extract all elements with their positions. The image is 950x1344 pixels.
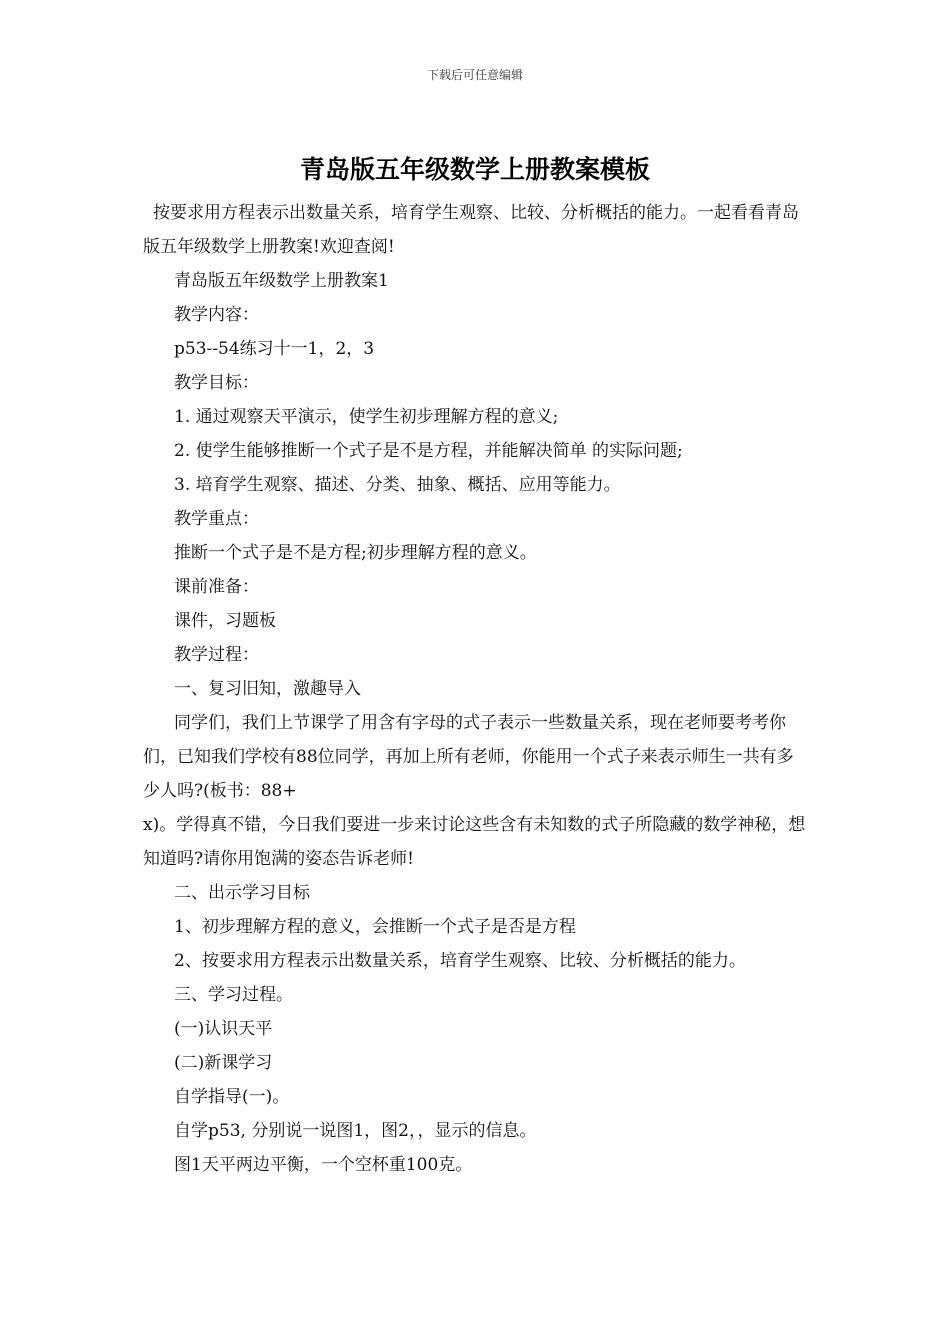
subsection-heading: (二)新课学习 [174, 1053, 273, 1073]
page-title: 青岛版五年级数学上册教案模板 [299, 155, 650, 184]
paragraph: x)。学得真不错，今日我们要进一步来讨论这些含有未知数的式子所隐藏的数学神秘，想知道吗?请你用饱满的姿态告诉老师! [143, 815, 806, 869]
section-label: 教学内容： [174, 305, 259, 325]
paragraph: 图1天平两边平衡，一个空杯重100克。 [174, 1155, 473, 1175]
paragraph: 推断一个式子是不是方程;初步理解方程的意义。 [174, 543, 537, 563]
list-item: 2、按要求用方程表示出数量关系，培育学生观察、比较、分析概括的能力。 [174, 951, 746, 971]
paragraph: 自学p53, 分别说一说图1，图2，，显示的信息。 [174, 1121, 537, 1141]
subsection-heading: 二、出示学习目标 [174, 883, 310, 903]
list-item: 1. 通过观察天平演示，使学生初步理解方程的意义; [174, 407, 559, 427]
subsection-heading: 三、学习过程。 [174, 985, 293, 1005]
list-item: 3. 培育学生观察、描述、分类、抽象、概括、应用等能力。 [174, 475, 621, 495]
paragraph: 自学指导(一)。 [174, 1087, 290, 1107]
section-label: 教学过程： [174, 645, 259, 665]
header-note: 下载后可任意编辑 [426, 68, 523, 82]
paragraph: p53--54练习十一1，2，3 [174, 339, 375, 359]
section-label: 教学重点： [174, 509, 259, 529]
document-body [143, 196, 809, 1182]
paragraph: 课件，习题板 [174, 611, 276, 631]
paragraph: 同学们，我们上节课学了用含有字母的式子表示一些数量关系，现在老师要考考你们，已知我们学校有88位同学，再加上所有老师，你能用一个式子来表示师生一共有多少人吗?(板书：88+ [143, 713, 794, 801]
subsection-heading: 一、复习旧知，激趣导入 [174, 679, 361, 699]
list-item: 2. 使学生能够推断一个式子是不是方程，并能解决简单 的实际问题; [174, 441, 683, 461]
section-label: 课前准备： [174, 577, 259, 597]
intro-paragraph: 按要求用方程表示出数量关系，培育学生观察、比较、分析概括的能力。一起看看青岛版五年级数学上册教案!欢迎查阅! [143, 203, 799, 257]
list-item: 1、初步理解方程的意义，会推断一个式子是否是方程 [174, 917, 576, 937]
section-label: 教学目标： [174, 373, 259, 393]
lesson-heading: 青岛版五年级数学上册教案1 [174, 271, 389, 291]
subsection-heading: (一)认识天平 [174, 1019, 273, 1039]
